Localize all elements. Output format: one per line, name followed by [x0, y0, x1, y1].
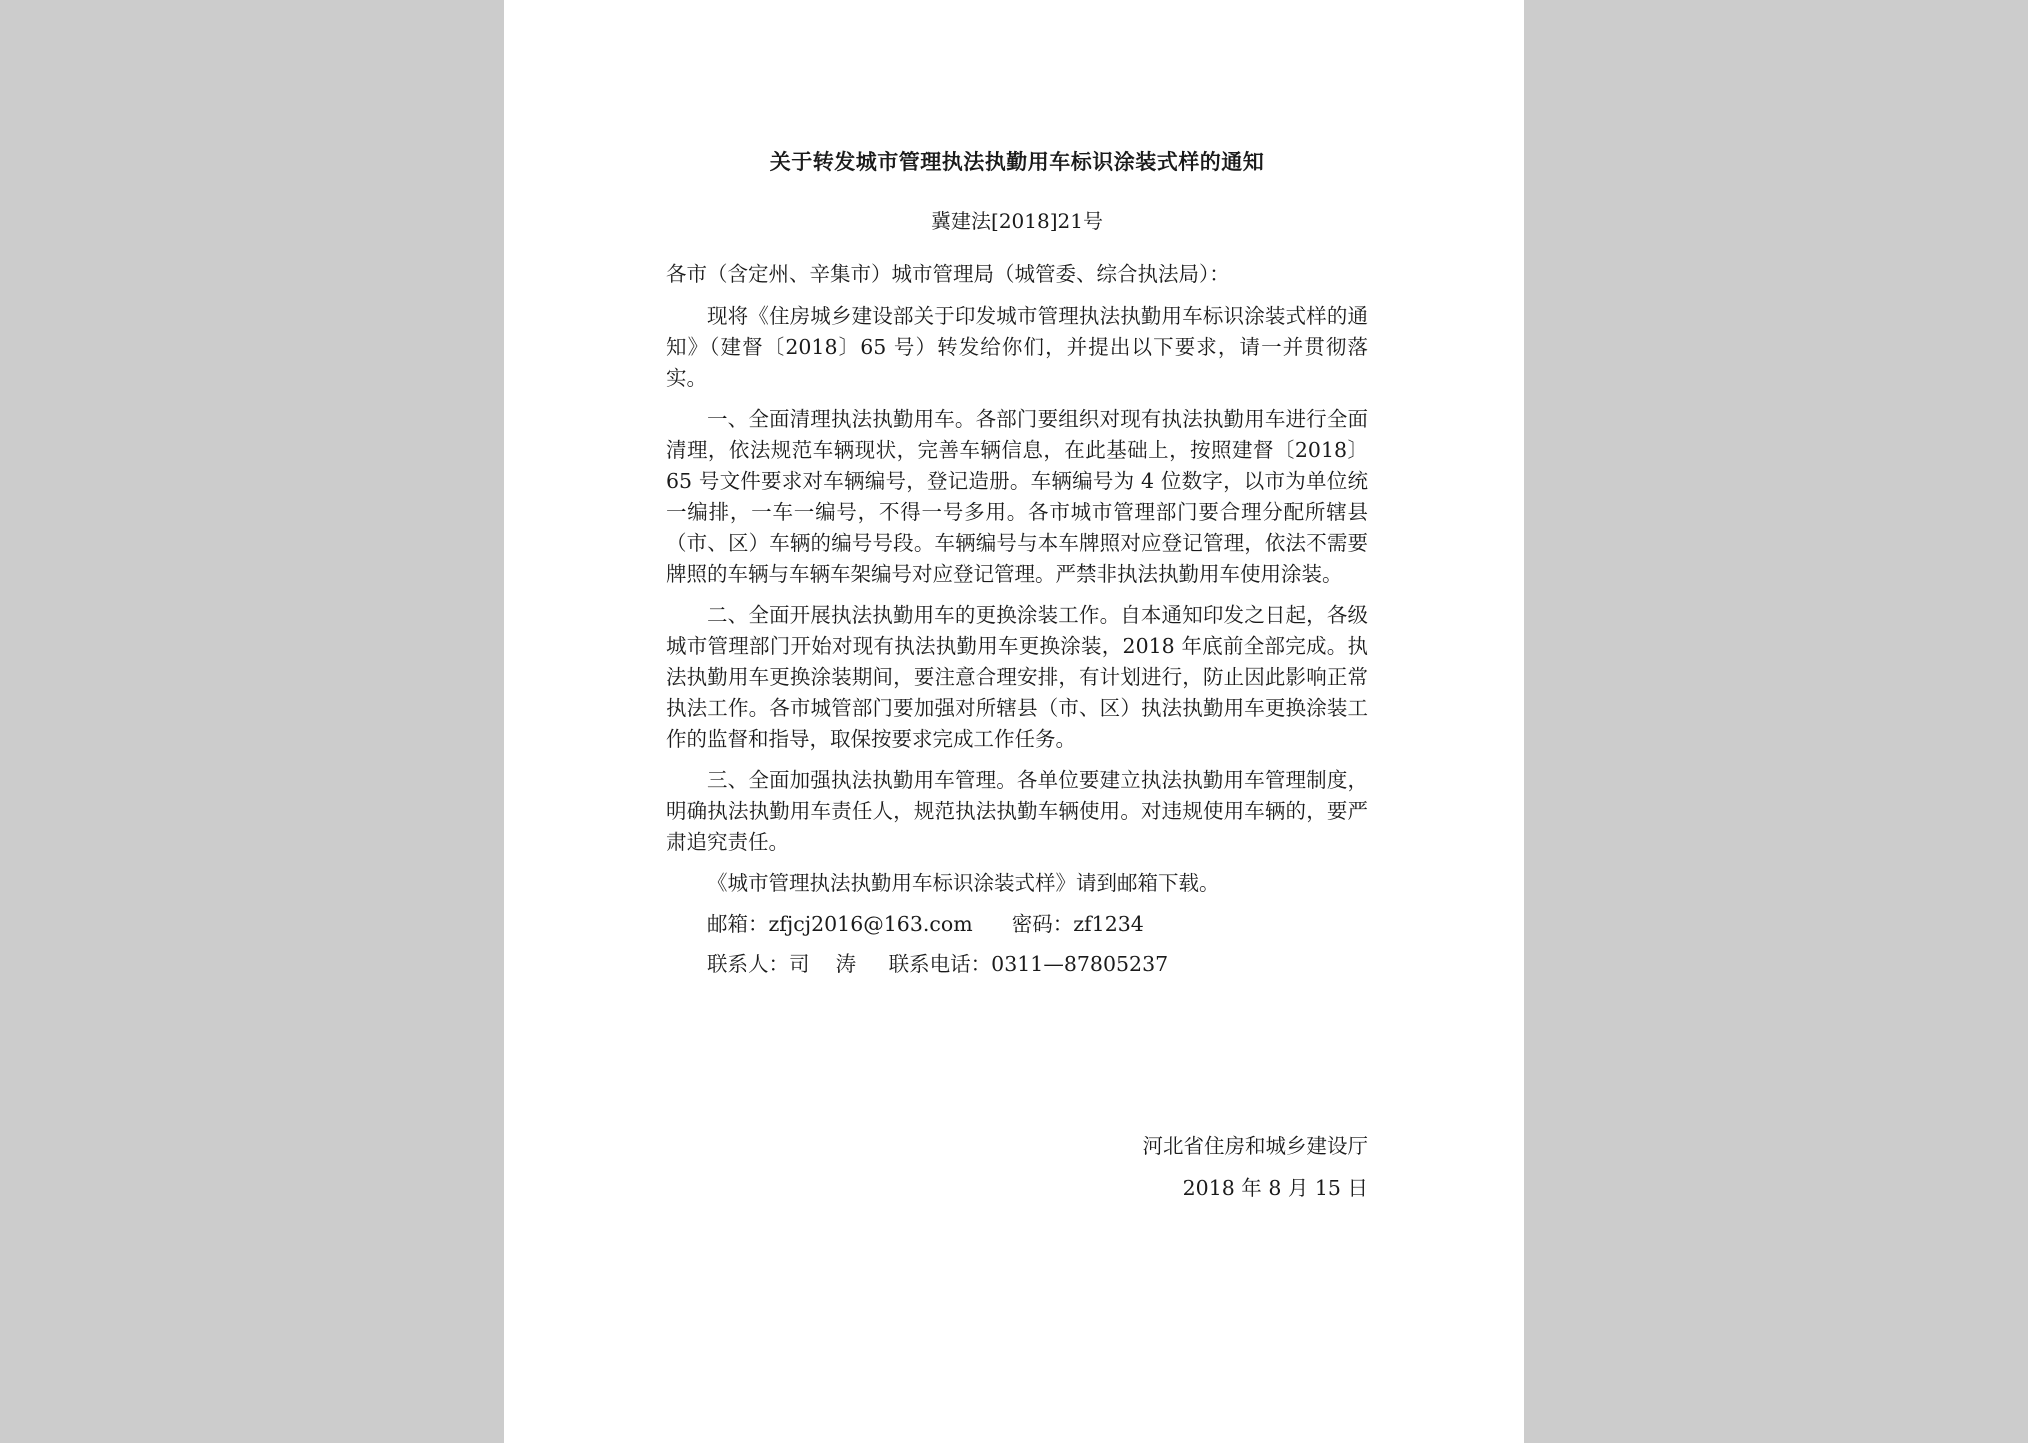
document-number: 冀建法[2018]21号: [931, 209, 1103, 233]
paragraph-download-note: 《城市管理执法执勤用车标识涂装式样》请到邮箱下载。: [707, 871, 1220, 895]
paragraph-item-three: 三、全面加强执法执勤用车管理。各单位要建立执法执勤用车管理制度，明确执法执勤用车责任人，规范执法执勤车辆使用。对违规使用车辆的，要严肃追究责任。: [666, 768, 1368, 854]
document-body: [666, 259, 1368, 989]
paragraph-item-two: 二、全面开展执法执勤用车的更换涂装工作。自本通知印发之日起，各级城市管理部门开始对现有执法执勤用车更换涂装，2018 年底前全部完成。执法执勤用车更换涂装期间，要注意合理安排，有计划进行，防止因此影响正常执法工作。各市城管部门要加强对所辖县（市、区）执法执勤用车更换涂装工作的监督和指导，取保按要求完成工作任务。: [666, 603, 1368, 751]
email-line: 邮箱：zfjcj2016@163.com 密码：zf1234: [707, 912, 1144, 936]
document-title: 关于转发城市管理执法执勤用车标识涂装式样的通知: [769, 149, 1265, 174]
contact-line: 联系人：司 涛 联系电话：0311—87805237: [707, 952, 1169, 976]
paragraph-intro: 现将《住房城乡建设部关于印发城市管理执法执勤用车标识涂装式样的通知》（建督〔2018〕65 号）转发给你们，并提出以下要求，请一并贯彻落实。: [666, 304, 1368, 390]
addressee: 各市（含定州、辛集市）城市管理局（城管委、综合执法局）：: [666, 262, 1230, 286]
issuing-organization: 河北省住房和城乡建设厅: [1142, 1134, 1368, 1158]
document-page: [504, 0, 1524, 1443]
signature-block: [1143, 1125, 1369, 1209]
paragraph-item-one: 一、全面清理执法执勤用车。各部门要组织对现有执法执勤用车进行全面清理，依法规范车辆现状，完善车辆信息，在此基础上，按照建督〔2018〕65 号文件要求对车辆编号，登记造册。车辆编号为 4 位数字，以市为单位统一编排，一车一编号，不得一号多用。各市城市管理部门要合理分配所辖县（市、区）车辆的编号号段。车辆编号与本车牌照对应登记管理，依法不需要牌照的车辆与车辆车架编号对应登记管理。严禁非执法执勤用车使用涂装。: [666, 407, 1368, 586]
issue-date: 2018 年 8 月 15 日: [1182, 1176, 1368, 1200]
